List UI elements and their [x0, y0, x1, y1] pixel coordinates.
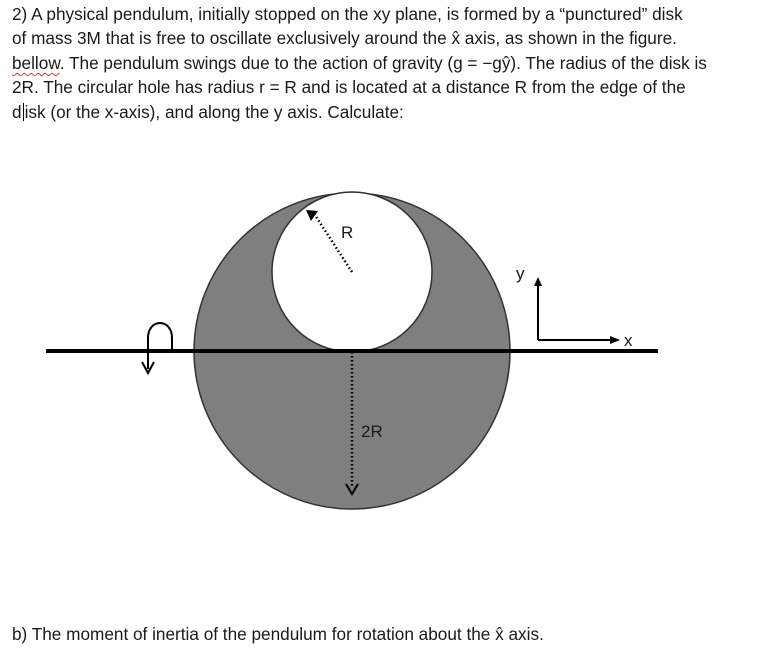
- problem-line-3-rest: . The pendulum swings due to the action of gravity (g = −gŷ). The radius of the disk is: [59, 52, 707, 73]
- rotation-arrow-icon: [148, 323, 172, 369]
- x-axis-arrowhead-icon: [610, 336, 620, 344]
- x-axis-label: x: [624, 331, 633, 350]
- problem-line-2: of mass 3M that is free to oscillate exclusively around the x̂ axis, as shown in the figure.: [12, 28, 677, 49]
- y-axis-label: y: [516, 264, 525, 283]
- problem-line-5-rest: isk (or the x-axis), and along the y axis. Calculate:: [24, 101, 404, 122]
- problem-line-4: 2R. The circular hole has radius r = R and is located at a distance R from the edge of the: [12, 77, 686, 98]
- problem-line-5-start: d: [12, 101, 22, 122]
- problem-line-1: 2) A physical pendulum, initially stopped on the xy plane, is formed by a “punctured” disk: [12, 4, 683, 24]
- question-b: b) The moment of inertia of the pendulum for rotation about the x̂ axis.: [12, 624, 544, 644]
- misspelled-word[interactable]: bellow: [12, 52, 60, 73]
- hole-radius-label: R: [341, 223, 354, 242]
- disk-radius-label: 2R: [361, 422, 383, 441]
- y-axis-arrowhead-icon: [534, 277, 542, 286]
